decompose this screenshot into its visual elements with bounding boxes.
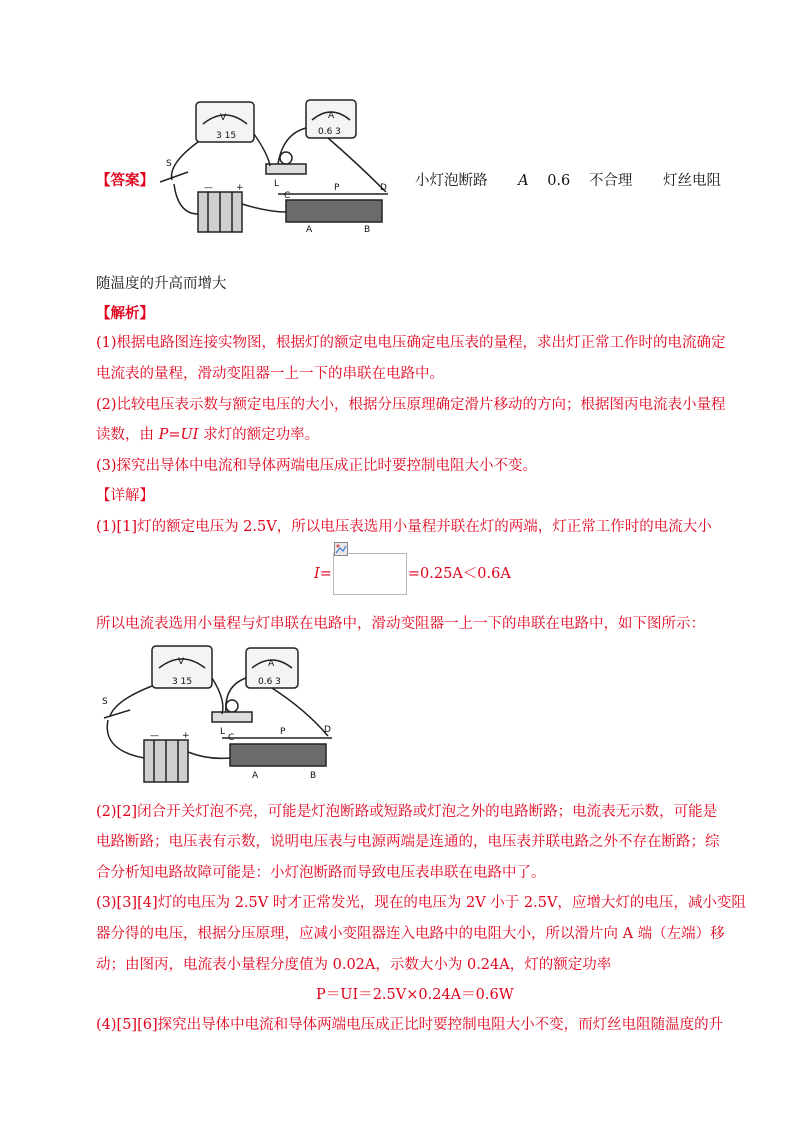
battery-minus-2: — xyxy=(150,731,159,741)
circuit-diagram-answer xyxy=(158,94,398,244)
detail-d3-line2: 电路断路；电压表有示数，说明电压表与电源两端是连通的，电压表并联电路之外不存在断路；综 xyxy=(96,834,720,850)
terminal-a-label: A xyxy=(306,225,313,235)
terminal-d-label: D xyxy=(380,183,387,193)
battery-plus: + xyxy=(236,183,244,193)
terminal-b-label: B xyxy=(364,225,371,235)
battery-plus-2: + xyxy=(182,731,190,741)
slider-p-label: P xyxy=(334,183,340,193)
voltmeter-scale-2: 3 15 xyxy=(172,677,193,687)
detail-d4-line2: 器分得的电压，根据分压原理，应减小变阻器连入电路中的电阻大小，所以滑片向 A 端（左端）移 xyxy=(96,926,725,942)
analysis-p3: (3)探究出导体中电流和导体两端电压成正比时要控制电阻大小不变。 xyxy=(96,458,538,474)
analysis-heading: 【解析】 xyxy=(96,305,154,322)
detail-heading: 【详解】 xyxy=(96,488,154,504)
analysis-p2-line1: (2)比较电压表示数与额定电压的大小，根据分压原理确定滑片移动的方向；根据图丙电流表小量程 xyxy=(96,397,726,413)
analysis-p1-line2: 电流表的量程，滑动变阻器一上一下的串联在电路中。 xyxy=(96,366,444,382)
answer-label: 【答案】 xyxy=(96,172,154,189)
ammeter-letter-2: A xyxy=(268,659,275,669)
analysis-p2-pre: 读数，由 xyxy=(96,427,159,443)
switch-label-2: S xyxy=(102,697,108,707)
terminal-b-label-2: B xyxy=(310,771,317,781)
detail-d2: 所以电流表选用小量程与灯串联在电路中，滑动变阻器一上一下的串联在电路中，如下图所示： xyxy=(96,616,705,632)
answer-item-4: 不合理 xyxy=(588,173,633,189)
voltmeter-letter-2: V xyxy=(178,657,185,667)
ammeter-scale: 0.6 3 xyxy=(318,127,341,137)
ammeter-letter: A xyxy=(328,111,335,121)
ammeter-scale-2: 0.6 3 xyxy=(258,677,281,687)
slider-p-label-2: P xyxy=(280,727,286,737)
battery-minus: — xyxy=(204,183,213,193)
answer-item-2: A xyxy=(518,173,529,189)
answer-item-5: 灯丝电阻 xyxy=(662,173,721,189)
detail-d4-line1: (3)[3][4]灯的电压为 2.5V 时才正常发光，现在的电压为 2V 小于 2.5V，应增大灯的电压，减小变阻 xyxy=(96,895,746,911)
answer-items xyxy=(415,171,721,191)
terminal-a-label-2: A xyxy=(252,771,259,781)
broken-image-icon xyxy=(334,542,348,556)
formula-rhs: =0.25A＜0.6A xyxy=(407,566,511,582)
answer-item-1: 小灯泡断路 xyxy=(415,173,488,189)
terminal-c-label: C xyxy=(284,191,291,201)
detail-d5-line1: (4)[5][6]探究出导体中电流和导体两端电压成正比时要控制电阻大小不变，而灯丝电阻随温度的升 xyxy=(96,1017,724,1033)
formula-image-placeholder xyxy=(333,553,407,595)
terminal-d-label-2: D xyxy=(324,725,331,735)
analysis-p2-formula: P=UI xyxy=(158,427,199,443)
voltmeter-scale: 3 15 xyxy=(216,131,237,141)
power-formula: P＝UI＝2.5V×0.24A＝0.6W xyxy=(316,987,514,1003)
lamp-label: L xyxy=(274,179,280,189)
lamp-label-2: L xyxy=(220,727,226,737)
answer-line xyxy=(96,171,154,191)
circuit-diagram-detail xyxy=(96,640,336,790)
current-formula xyxy=(314,553,511,595)
analysis-p2-line2 xyxy=(96,425,319,445)
analysis-p2-post: 求灯的额定功率。 xyxy=(198,427,320,443)
detail-d4-line3: 动；由图丙，电流表小量程分度值为 0.02A，示数大小为 0.24A，灯的额定功率 xyxy=(96,957,612,973)
formula-var: I xyxy=(314,566,320,582)
detail-d1: (1)[1]灯的额定电压为 2.5V，所以电压表选用小量程并联在灯的两端，灯正常工作时的电流大小 xyxy=(96,519,712,535)
answer-item-3: 0.6 xyxy=(547,173,571,189)
voltmeter-letter: V xyxy=(220,113,227,123)
answer-continuation: 随温度的升高而增大 xyxy=(96,276,227,292)
terminal-c-label-2: C xyxy=(228,733,235,743)
detail-d3-line1: (2)[2]闭合开关灯泡不亮，可能是灯泡断路或短路或灯泡之外的电路断路；电流表无示数，可能是 xyxy=(96,804,718,820)
analysis-p1-line1: (1)根据电路图连接实物图，根据灯的额定电电压确定电压表的量程，求出灯正常工作时的电流确定 xyxy=(96,335,726,351)
formula-eq: = xyxy=(319,566,332,582)
detail-d3-line3: 合分析知电路故障可能是：小灯泡断路而导致电压表串联在电路中了。 xyxy=(96,865,546,881)
switch-label: S xyxy=(166,159,172,169)
